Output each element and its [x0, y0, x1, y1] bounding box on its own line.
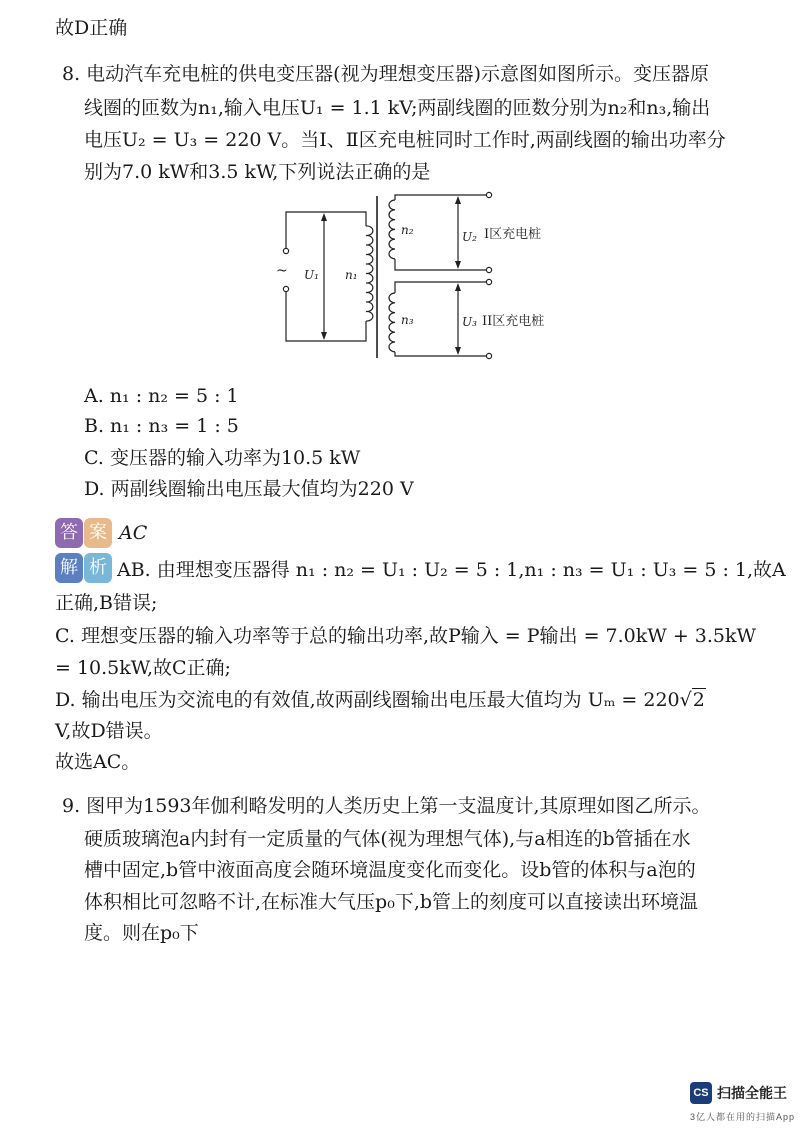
analysis-line3: C. 理想变压器的输入功率等于总的输出功率,故P输入 = P输出 = 7.0kW + 3.5kW	[55, 625, 757, 647]
u2-label: U₂	[462, 230, 477, 244]
primary-terminal-top	[283, 248, 288, 253]
option-b: B. n₁ : n₃ = 1 : 5	[84, 415, 239, 437]
sqrt-radicand: 2	[692, 689, 705, 711]
u3-arrowhead-bottom	[455, 347, 461, 355]
analysis-line6: V,故D错误。	[55, 720, 163, 742]
answer-tag-char2: 案	[84, 518, 112, 548]
analysis-line5-text: D. 输出电压为交流电的有效值,故两副线圈输出电压最大值均为 Uₘ = 220	[55, 689, 680, 711]
n1-label: n₁	[345, 268, 358, 282]
transformer-diagram	[262, 186, 582, 366]
u3-terminal-top	[486, 279, 491, 284]
zone1-label: I区充电桩	[484, 227, 542, 242]
analysis-tag-char1: 解	[55, 553, 83, 583]
analysis-row	[55, 553, 786, 583]
u2-terminal-bottom	[486, 267, 491, 272]
u2-arrowhead-bottom	[455, 261, 461, 269]
q9-stem-line1: 9. 图甲为1593年伽利略发明的人类历史上第一支温度计,其原理如图乙所示。	[62, 795, 711, 817]
u1-arrowhead-top	[321, 213, 327, 221]
u3-terminal-bottom	[486, 353, 491, 358]
option-c: C. 变压器的输入功率为10.5 kW	[84, 447, 361, 469]
q9-stem-line2: 硬质玻璃泡a内封有一定质量的气体(视为理想气体),与a相连的b管插在水	[84, 828, 691, 850]
analysis-line2: 正确,B错误;	[55, 592, 158, 614]
secondary2-wire-top	[395, 282, 487, 293]
u1-label: U₁	[304, 268, 319, 282]
primary-terminal-bottom	[283, 286, 288, 291]
u3-label: U₃	[462, 315, 477, 329]
answer-value: AC	[119, 522, 148, 544]
scanner-watermark	[690, 1082, 787, 1104]
q9-stem-line5: 度。则在p₀下	[84, 922, 199, 944]
secondary-coil-1	[389, 200, 395, 259]
u1-arrowhead-bottom	[321, 332, 327, 340]
primary-coil	[366, 226, 373, 321]
option-d: D. 两副线圈输出电压最大值均为220 V	[84, 478, 414, 500]
secondary2-wire-bottom	[395, 352, 487, 356]
answer-row	[55, 518, 147, 548]
n3-label: n₃	[401, 313, 414, 327]
q8-stem-line3: 电压U₂ = U₃ = 220 V。当Ⅰ、Ⅱ区充电桩同时工作时,两副线圈的输出功率分	[84, 129, 726, 151]
sqrt-expression: √2	[679, 689, 705, 711]
analysis-conclusion: 故选AC。	[55, 751, 141, 773]
option-a: A. n₁ : n₂ = 5 : 1	[84, 385, 239, 407]
scanner-app-name: 扫描全能王	[717, 1085, 787, 1101]
secondary1-wire-bottom	[395, 259, 487, 270]
q8-stem-line2: 线圈的匝数为n₁,输入电压U₁ = 1.1 kV;两副线圈的匝数分别为n₂和n₃,输出	[84, 97, 711, 119]
q8-stem-line4: 别为7.0 kW和3.5 kW,下列说法正确的是	[84, 161, 431, 183]
scanner-tagline: 3亿人都在用的扫描App	[690, 1112, 796, 1122]
u2-arrowhead-top	[455, 196, 461, 204]
scanner-logo-icon: CS	[690, 1082, 712, 1104]
answer-tag-char1: 答	[55, 518, 83, 548]
primary-wire-top	[286, 212, 366, 248]
analysis-tag-char2: 析	[84, 553, 112, 583]
ac-source-label: ~	[276, 263, 288, 279]
q8-stem-line1: 8. 电动汽车充电桩的供电变压器(视为理想变压器)示意图如图所示。变压器原	[62, 63, 709, 85]
n2-label: n₂	[401, 223, 414, 237]
zone2-label: II区充电桩	[482, 314, 545, 329]
secondary-coil-2	[389, 293, 395, 352]
analysis-line4: = 10.5kW,故C正确;	[55, 657, 231, 679]
q9-stem-line4: 体积相比可忽略不计,在标准大气压p₀下,b管上的刻度可以直接读出环境温	[84, 891, 699, 913]
analysis-line5	[55, 688, 706, 712]
analysis-line1: AB. 由理想变压器得 n₁ : n₂ = U₁ : U₂ = 5 : 1,n₁ : n₃ = U₁ : U₃ = 5 : 1,故A	[117, 558, 786, 581]
u2-terminal-top	[486, 192, 491, 197]
prev-answer-line: 故D正确	[55, 17, 128, 39]
q9-stem-line3: 槽中固定,b管中液面高度会随环境温度变化而变化。设b管的体积与a泡的	[84, 859, 696, 881]
u3-arrowhead-top	[455, 283, 461, 291]
secondary1-wire-top	[395, 195, 487, 200]
